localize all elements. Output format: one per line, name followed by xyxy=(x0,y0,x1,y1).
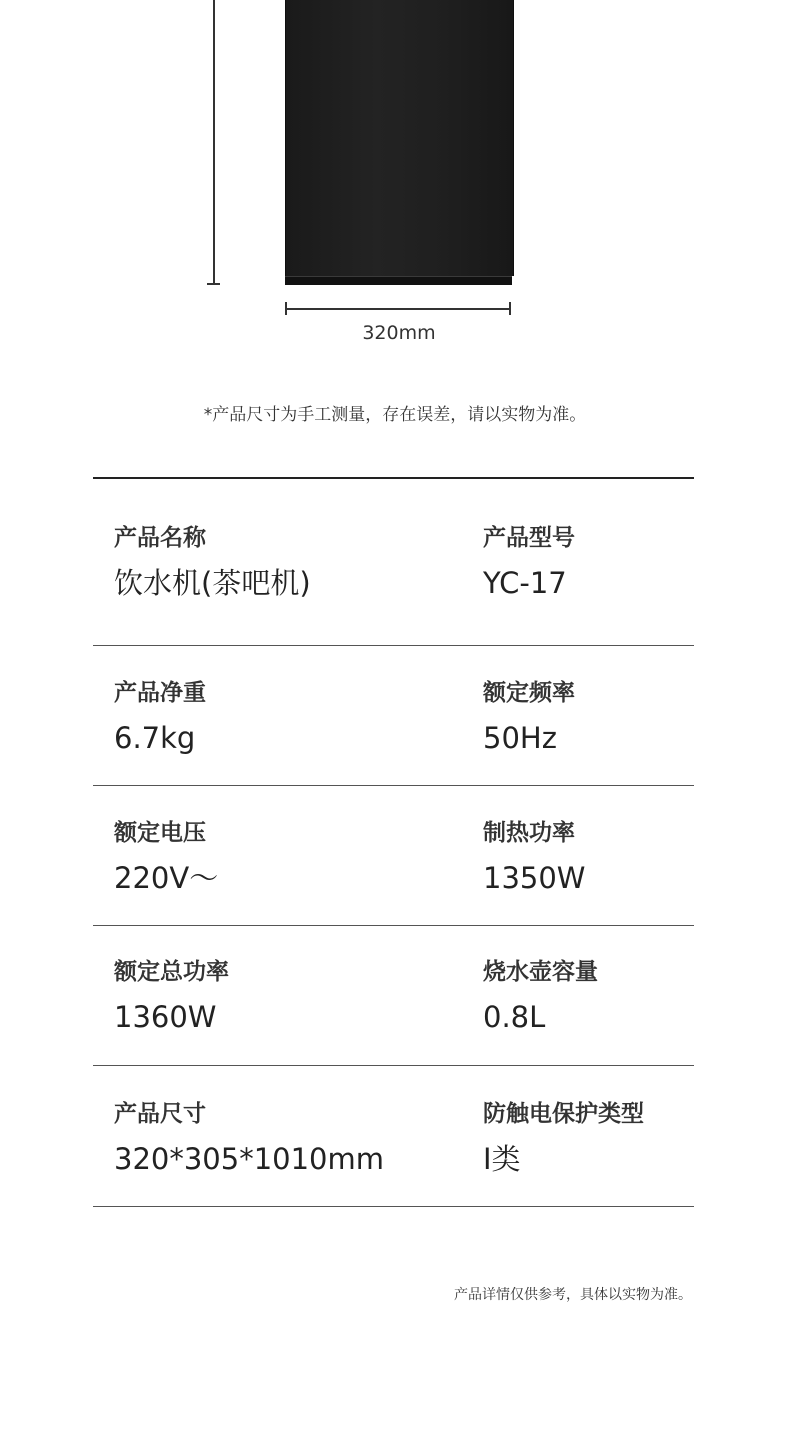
spec-value: 50Hz xyxy=(483,721,557,755)
spec-cell xyxy=(114,1099,384,1177)
height-dimension-tick xyxy=(207,283,220,285)
spec-cell xyxy=(114,523,311,601)
spec-cell xyxy=(483,1099,644,1177)
spec-table xyxy=(93,477,694,1207)
spec-value: YC-17 xyxy=(483,566,567,600)
product-photo xyxy=(285,0,514,276)
spec-value: 320*305*1010mm xyxy=(114,1142,385,1176)
spec-cell xyxy=(483,523,575,601)
spec-value: 1360W xyxy=(114,1000,217,1034)
spec-cell xyxy=(483,957,598,1035)
footer-note: 产品详情仅供参考，具体以实物为准。 xyxy=(454,1287,692,1303)
spec-label: 产品净重 xyxy=(114,680,206,706)
spec-label: 产品型号 xyxy=(483,525,575,551)
spec-row xyxy=(93,786,694,926)
spec-label: 烧水壶容量 xyxy=(483,959,598,985)
spec-row xyxy=(93,479,694,646)
spec-cell xyxy=(114,678,206,756)
spec-value: 0.8L xyxy=(483,1000,546,1034)
height-dimension-line xyxy=(213,0,215,284)
spec-label: 额定总功率 xyxy=(114,959,229,985)
spec-label: 产品名称 xyxy=(114,525,206,551)
spec-label: 额定频率 xyxy=(483,680,575,706)
width-dimension-tick-left xyxy=(285,302,287,315)
spec-cell xyxy=(483,678,575,756)
spec-value: 饮水机(茶吧机) xyxy=(114,566,311,600)
width-dimension-tick-right xyxy=(509,302,511,315)
spec-row xyxy=(93,1066,694,1207)
spec-label: 产品尺寸 xyxy=(114,1101,206,1127)
measurement-note: *产品尺寸为手工测量，存在误差，请以实物为准。 xyxy=(203,405,587,425)
spec-value: 1350W xyxy=(483,861,586,895)
spec-label: 额定电压 xyxy=(114,820,206,846)
spec-value: I类 xyxy=(483,1142,521,1176)
spec-cell xyxy=(114,957,229,1035)
spec-value: 6.7kg xyxy=(114,721,196,755)
spec-cell xyxy=(483,818,585,896)
width-dimension-line xyxy=(286,308,511,310)
spec-label: 制热功率 xyxy=(483,820,575,846)
spec-value: 220V～ xyxy=(114,861,219,895)
spec-cell xyxy=(114,818,218,896)
spec-row xyxy=(93,646,694,786)
spec-label: 防触电保护类型 xyxy=(483,1101,644,1127)
width-dimension-label: 320mm xyxy=(362,322,436,344)
product-base xyxy=(285,276,512,285)
spec-row xyxy=(93,926,694,1066)
